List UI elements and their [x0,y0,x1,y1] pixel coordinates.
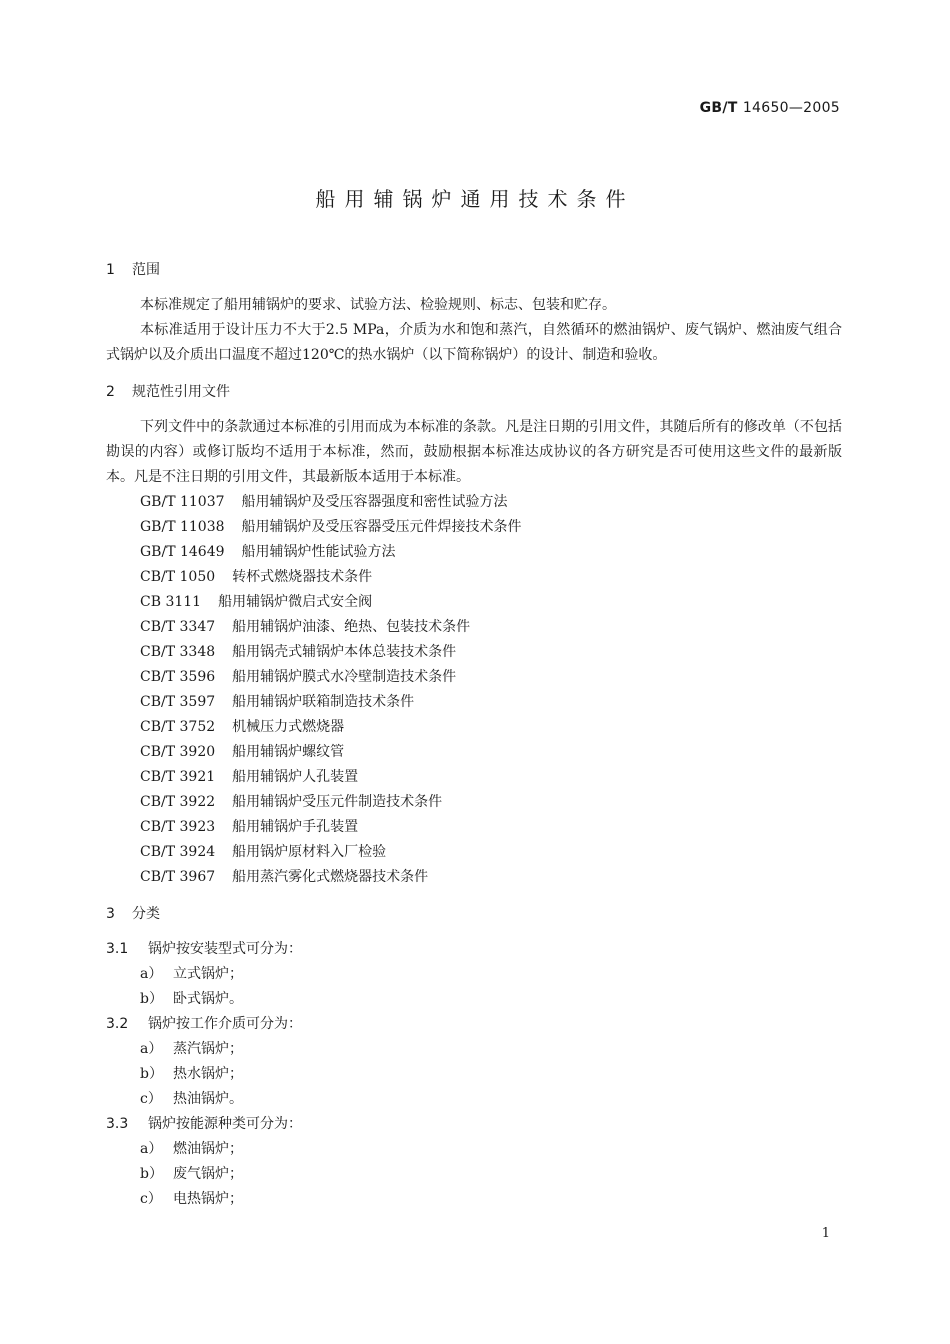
reference-item [106,490,842,515]
reference-code: CB 3111 [140,594,202,610]
reference-item [106,740,842,765]
list-marker: a） [140,1041,163,1057]
reference-title: 船用辅锅炉微启式安全阀 [218,594,373,610]
reference-code: GB/T 11037 [140,494,225,510]
reference-title: 船用辅锅炉联箱制造技术条件 [232,694,415,710]
clause-number: 3.3 [106,1116,129,1132]
reference-item [106,815,842,840]
reference-title: 船用蒸汽雾化式燃烧器技术条件 [232,869,429,885]
reference-list [106,490,842,890]
reference-title: 船用辅锅炉手孔装置 [232,819,359,835]
clause-text: 锅炉按安装型式可分为： [148,941,302,957]
standard-prefix: GB/T [699,100,738,116]
paragraph: 下列文件中的条款通过本标准的引用而成为本标准的条款。凡是注日期的引用文件，其随后所有的修改单（不包括勘误的内容）或修订版均不适用于本标准，然而，鼓励根据本标准达成协议的各方研究是否可使用这些文件的最新版本。凡是不注日期的引用文件，其最新版本适用于本标准。 [106,419,842,485]
list-text: 蒸汽锅炉； [173,1041,243,1057]
section-1-heading [106,258,842,283]
list-marker: b） [140,1066,163,1082]
section-number: 1 [106,262,115,278]
reference-title: 船用辅锅炉及受压容器受压元件焊接技术条件 [241,519,522,535]
clause-text: 锅炉按能源种类可分为： [148,1116,302,1132]
standard-code: 14650—2005 [742,100,840,116]
reference-item [106,865,842,890]
list-marker: c） [140,1191,162,1207]
section-number: 3 [106,906,115,922]
list-item [106,962,842,987]
reference-item [106,790,842,815]
section-3-heading [106,902,842,927]
clause-number: 3.2 [106,1016,129,1032]
list-item [106,1037,842,1062]
clause [106,1112,842,1137]
reference-code: CB/T 3922 [140,794,216,810]
section-number: 2 [106,384,115,400]
list-text: 热水锅炉； [173,1066,243,1082]
reference-title: 船用辅锅炉及受压容器强度和密性试验方法 [241,494,508,510]
reference-item [106,640,842,665]
reference-title: 船用辅锅炉人孔装置 [232,769,359,785]
paragraph: 本标准适用于设计压力不大于2.5 MPa，介质为水和饱和蒸汽，自然循环的燃油锅炉、废气锅炉、燃油废气组合式锅炉以及介质出口温度不超过120℃的热水锅炉（以下简称锅炉）的设计、制造和验收。 [106,322,842,363]
list-text: 燃油锅炉； [173,1141,243,1157]
list-text: 废气锅炉； [173,1166,243,1182]
clause-text: 锅炉按工作介质可分为： [148,1016,302,1032]
reference-code: CB/T 1050 [140,569,216,585]
reference-code: CB/T 3597 [140,694,216,710]
document-body [106,258,842,1212]
reference-item [106,665,842,690]
reference-code: CB/T 3347 [140,619,216,635]
reference-code: CB/T 3924 [140,844,216,860]
clause-number: 3.1 [106,941,129,957]
reference-code: GB/T 14649 [140,544,225,560]
reference-title: 船用辅锅炉油漆、绝热、包装技术条件 [232,619,471,635]
list-item [106,1062,842,1087]
list-item [106,1187,842,1212]
section-title: 规范性引用文件 [132,384,230,400]
reference-code: CB/T 3921 [140,769,216,785]
section-title: 分类 [132,906,160,922]
list-item [106,1162,842,1187]
reference-item [106,590,842,615]
list-text: 电热锅炉； [173,1191,243,1207]
reference-title: 机械压力式燃烧器 [232,719,345,735]
list-item [106,1137,842,1162]
reference-code: CB/T 3348 [140,644,216,660]
list-text: 卧式锅炉。 [173,991,243,1007]
list-marker: a） [140,966,163,982]
list-marker: a） [140,1141,163,1157]
paragraph: 本标准规定了船用辅锅炉的要求、试验方法、检验规则、标志、包装和贮存。 [140,297,616,313]
reference-title: 船用辅锅炉受压元件制造技术条件 [232,794,443,810]
reference-item [106,565,842,590]
reference-item [106,540,842,565]
reference-item [106,840,842,865]
list-marker: c） [140,1091,162,1107]
standard-number [700,100,840,116]
reference-title: 船用锅炉原材料入厂检验 [232,844,387,860]
page-number: 1 [821,1226,830,1241]
reference-title: 转杯式燃烧器技术条件 [232,569,373,585]
reference-code: CB/T 3596 [140,669,216,685]
reference-item [106,515,842,540]
reference-title: 船用辅锅炉螺纹管 [232,744,345,760]
list-text: 热油锅炉。 [173,1091,243,1107]
reference-item [106,690,842,715]
section-title: 范围 [132,262,160,278]
reference-code: CB/T 3752 [140,719,216,735]
reference-code: GB/T 11038 [140,519,225,535]
reference-title: 船用辅锅炉性能试验方法 [241,544,396,560]
reference-item [106,715,842,740]
reference-code: CB/T 3920 [140,744,216,760]
reference-item [106,765,842,790]
list-marker: b） [140,1166,163,1182]
list-item [106,987,842,1012]
clause [106,937,842,962]
reference-title: 船用锅壳式辅锅炉本体总装技术条件 [232,644,457,660]
document-title: 船用辅锅炉通用技术条件 [315,187,635,211]
clause [106,1012,842,1037]
list-text: 立式锅炉； [173,966,243,982]
list-item [106,1087,842,1112]
reference-title: 船用辅锅炉膜式水冷壁制造技术条件 [232,669,457,685]
reference-item [106,615,842,640]
section-2-heading [106,380,842,405]
list-marker: b） [140,991,163,1007]
reference-code: CB/T 3923 [140,819,216,835]
reference-code: CB/T 3967 [140,869,216,885]
clause-list [106,937,842,1212]
